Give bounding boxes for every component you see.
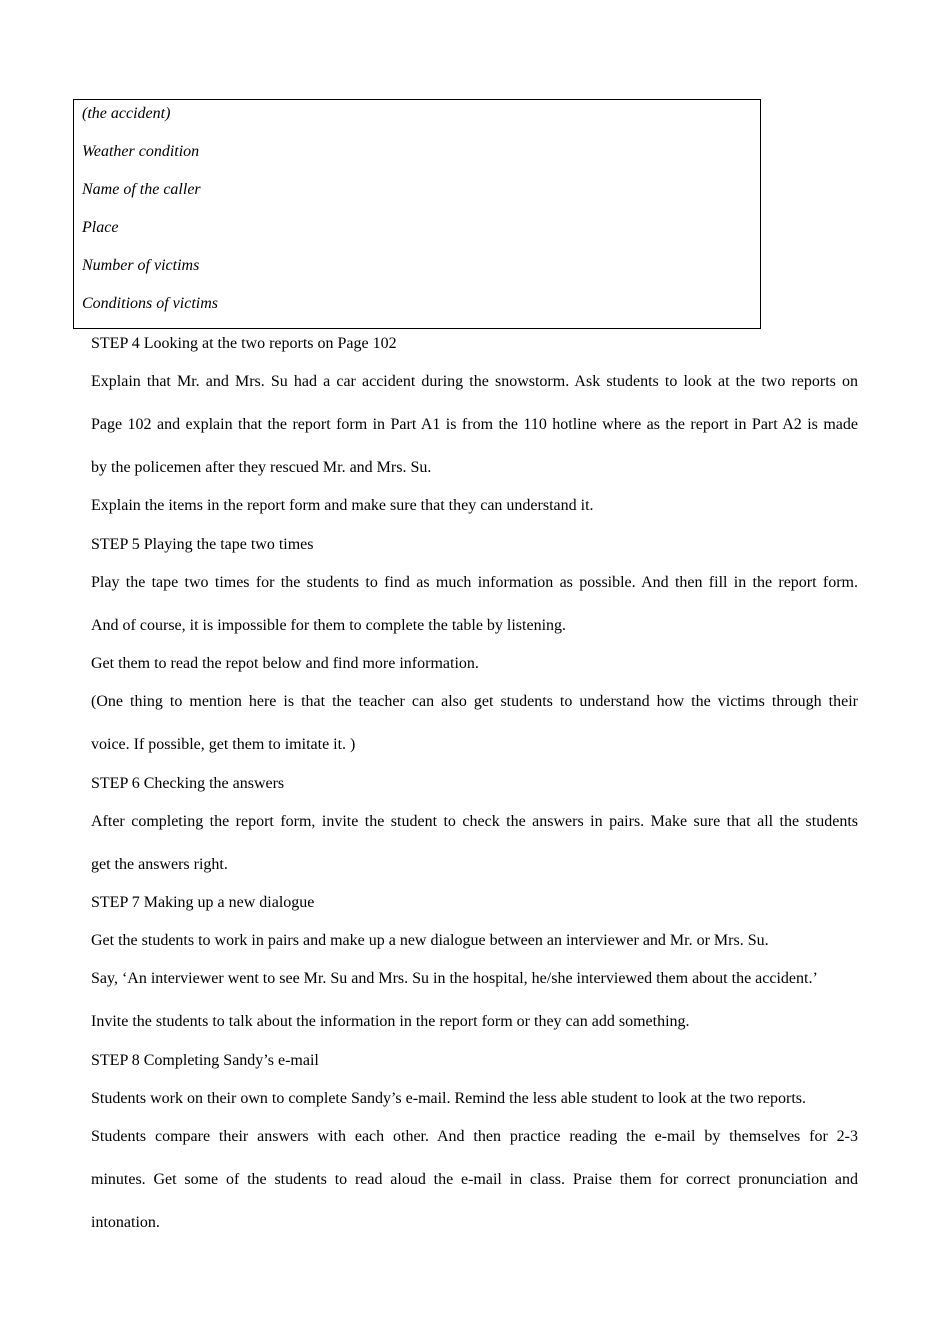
step5-note-line: (One thing to mention here is that the teacher can also get students to understand how the victims through their [91, 693, 858, 710]
step8-paragraph-line: minutes. Get some of the students to read aloud the e-mail in class. Praise them for correct pronunciation and [91, 1171, 858, 1188]
step8-paragraph: Students work on their own to complete Sandy’s e-mail. Remind the less able student to look at the two reports. [91, 1090, 806, 1107]
report-form-box [73, 99, 761, 329]
box-item-victims-number: Number of victims [82, 257, 200, 274]
step5-paragraph: Get them to read the repot below and find more information. [91, 655, 479, 672]
box-item-weather: Weather condition [82, 143, 200, 160]
step8-heading: STEP 8 Completing Sandy’s e-mail [91, 1052, 319, 1069]
box-item-place: Place [82, 219, 119, 236]
step7-heading: STEP 7 Making up a new dialogue [91, 894, 315, 911]
step4-paragraph-line: by the policemen after they rescued Mr. and Mrs. Su. [91, 459, 432, 476]
step5-heading: STEP 5 Playing the tape two times [91, 536, 314, 553]
step4-heading: STEP 4 Looking at the two reports on Page 102 [91, 335, 397, 352]
step6-heading: STEP 6 Checking the answers [91, 775, 285, 792]
step8-paragraph-line: intonation. [91, 1214, 160, 1231]
step6-paragraph-line: After completing the report form, invite the student to check the answers in pairs. Make sure that all the students [91, 813, 858, 830]
step5-paragraph-line: And of course, it is impossible for them to complete the table by listening. [91, 617, 567, 634]
box-item-accident: (the accident) [82, 105, 171, 122]
step4-paragraph-line: Page 102 and explain that the report form in Part A1 is from the 110 hotline where as the report in Part A2 is made [91, 416, 858, 433]
step7-paragraph-line: Invite the students to talk about the information in the report form or they can add something. [91, 1013, 690, 1030]
step7-paragraph: Get the students to work in pairs and make up a new dialogue between an interviewer and Mr. or Mrs. Su. [91, 932, 769, 949]
step7-paragraph-line: Say, ‘An interviewer went to see Mr. Su and Mrs. Su in the hospital, he/she interviewed them about the accident.’ [91, 970, 818, 987]
step4-paragraph-line: Explain that Mr. and Mrs. Su had a car accident during the snowstorm. Ask students to look at the two reports on [91, 373, 858, 390]
step6-paragraph-line: get the answers right. [91, 856, 228, 873]
step8-paragraph-line: Students compare their answers with each other. And then practice reading the e-mail by themselves for 2-3 [91, 1128, 858, 1145]
step5-paragraph-line: Play the tape two times for the students to find as much information as possible. And then fill in the report form. [91, 574, 858, 591]
box-item-victims-conditions: Conditions of victims [82, 295, 218, 312]
step5-note-line: voice. If possible, get them to imitate it. ) [91, 736, 356, 753]
step4-paragraph: Explain the items in the report form and make sure that they can understand it. [91, 497, 594, 514]
box-item-caller: Name of the caller [82, 181, 201, 198]
